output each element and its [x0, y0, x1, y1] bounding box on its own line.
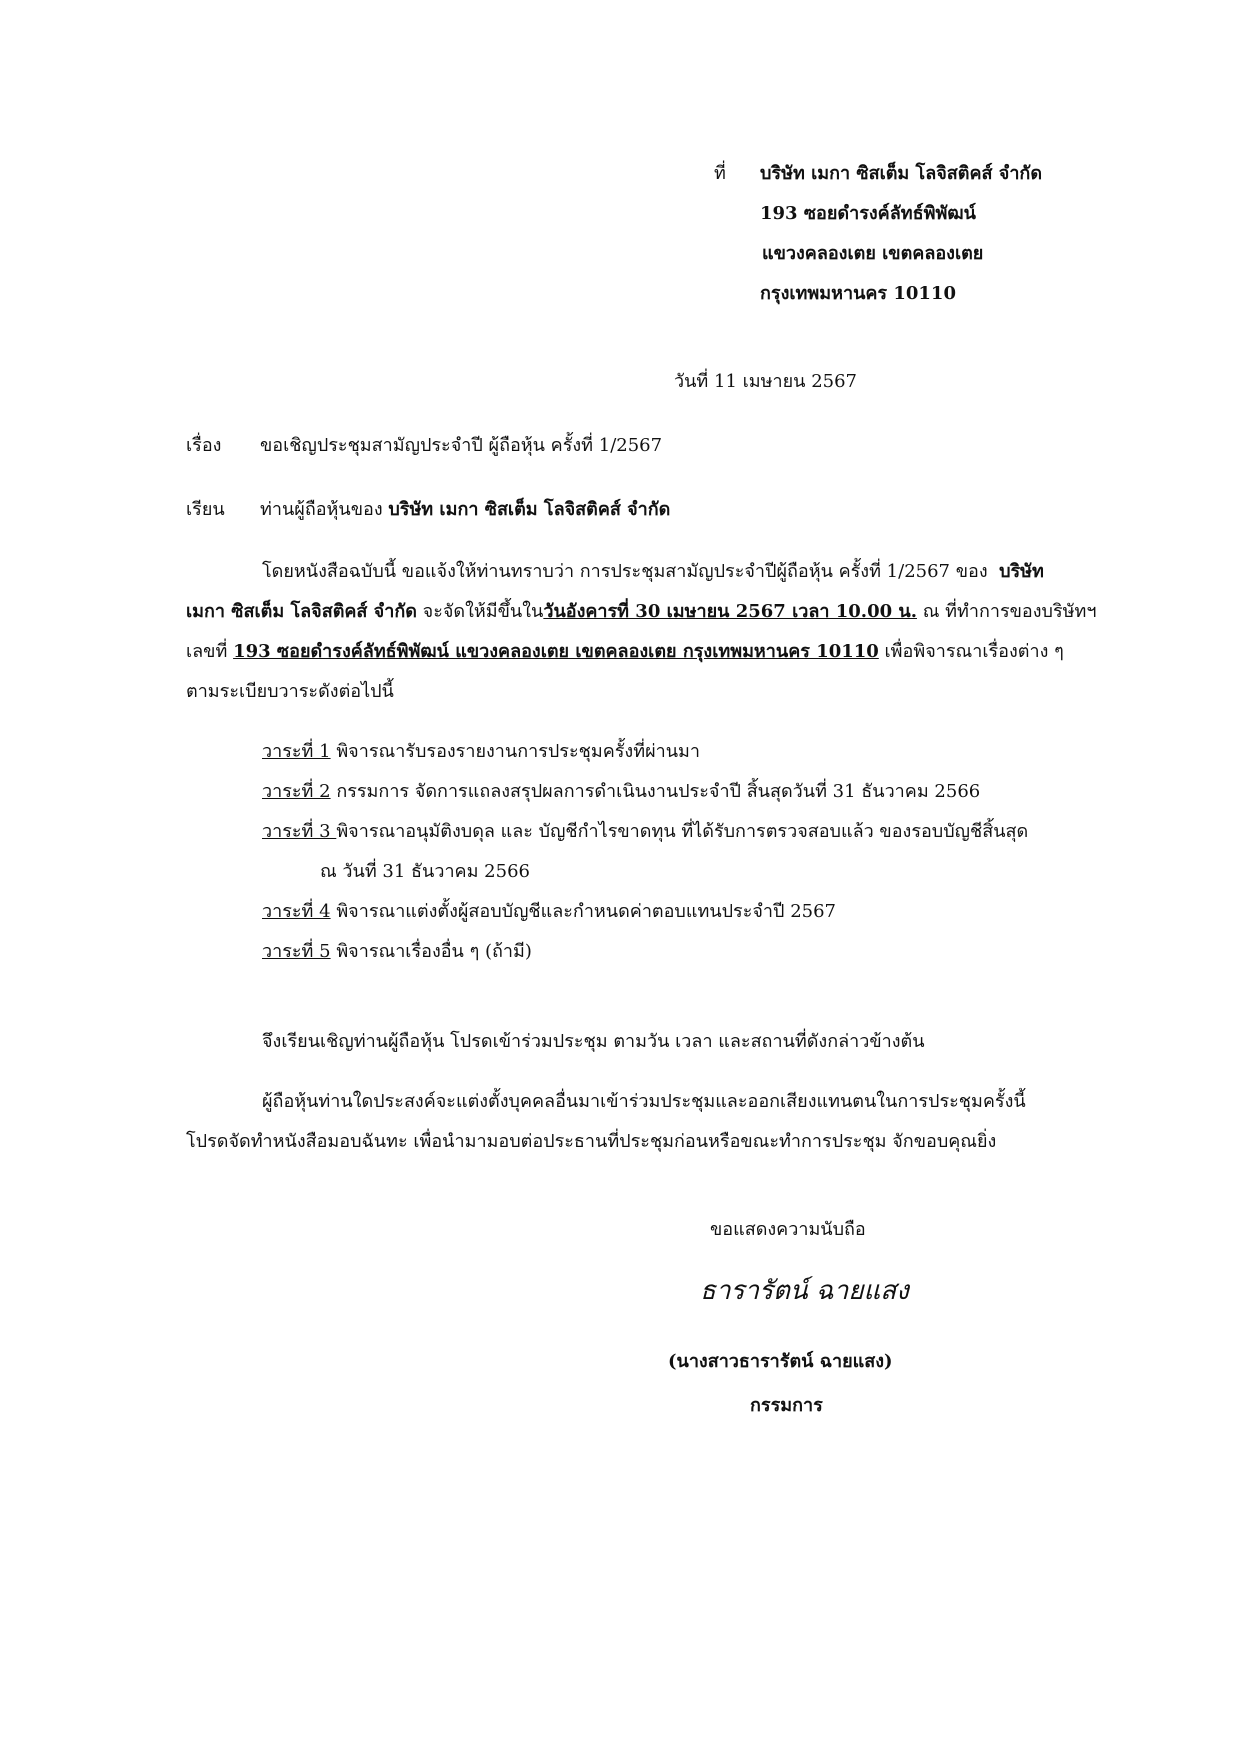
- subject-text: ขอเชิญประชุมสามัญประจำปี ผู้ถือหุ้น ครั้งที่ 1/2567: [260, 435, 663, 456]
- agenda-text: พิจารณาอนุมัติงบดุล และ บัญชีกำไรขาดทุน ที่ได้รับการตรวจสอบแล้ว ของรอบบัญชีสิ้นสุด: [336, 821, 1029, 842]
- body-line-3: [186, 634, 1066, 670]
- body-line-2: [186, 594, 1097, 630]
- signer-title: กรรมการ: [750, 1395, 823, 1416]
- agenda-text: พิจารณาเรื่องอื่น ๆ (ถ้ามี): [330, 941, 532, 962]
- body-line-3a: เลขที่: [186, 641, 234, 662]
- sender-company: บริษัท เมกา ซิสเต็ม โลจิสติคส์ จำกัด: [760, 163, 1043, 184]
- body-line-1b: บริษัท: [999, 561, 1044, 582]
- agenda-item: [262, 734, 700, 770]
- agenda-item-continuation: ณ วันที่ 31 ธันวาคม 2566: [320, 861, 530, 882]
- agenda-text: พิจารณารับรองรายงานการประชุมครั้งที่ผ่านมา: [330, 741, 701, 762]
- body-line-3c: เพื่อพิจารณาเรื่องต่าง ๆ: [878, 641, 1064, 662]
- agenda-item: [262, 774, 980, 810]
- invite-text: จึงเรียนเชิญท่านผู้ถือหุ้น โปรดเข้าร่วมประชุม ตามวัน เวลา และสถานที่ดังกล่าวข้างต้น: [262, 1031, 925, 1052]
- to-text: ท่านผู้ถือหุ้นของ: [260, 499, 383, 520]
- agenda-label: วาระที่ 5: [262, 941, 331, 962]
- agenda-label: วาระที่ 3: [262, 821, 337, 842]
- subject-label: เรื่อง: [186, 435, 222, 456]
- letter-date: วันที่ 11 เมษายน 2567: [674, 371, 857, 392]
- to-label: เรียน: [186, 499, 225, 520]
- agenda-label: วาระที่ 1: [262, 741, 331, 762]
- sender-label: ที่: [714, 163, 726, 184]
- proxy-line-2: โปรดจัดทำหนังสือมอบฉันทะ เพื่อนำมามอบต่อประธานที่ประชุมก่อนหรือขณะทำการประชุม จักขอบคุณยิ่ง: [186, 1131, 997, 1152]
- sender-address-3: กรุงเทพมหานคร 10110: [760, 283, 956, 304]
- agenda-label: วาระที่ 2: [262, 781, 331, 802]
- to-company: บริษัท เมกา ซิสเต็ม โลจิสติคส์ จำกัด: [388, 499, 671, 520]
- agenda-label: วาระที่ 4: [262, 901, 331, 922]
- signer-name: (นางสาวธารารัตน์ ฉายแสง): [668, 1351, 893, 1372]
- agenda-item: [262, 814, 1028, 850]
- body-line-1: [186, 554, 1066, 590]
- agenda-item: [262, 894, 836, 930]
- body-line-4: ตามระเบียบวาระดังต่อไปนี้: [186, 681, 394, 702]
- body-line-2b: จะจัดให้มีขึ้นใน: [416, 601, 544, 622]
- closing-regards: ขอแสดงความนับถือ: [710, 1219, 866, 1240]
- proxy-line-1: ผู้ถือหุ้นท่านใดประสงค์จะแต่งตั้งบุคคลอื่นมาเข้าร่วมประชุมและออกเสียงแทนตนในการประชุมครั้งนี้: [262, 1091, 1026, 1112]
- body-line-2d: ณ ที่ทำการของบริษัทฯ: [916, 601, 1097, 622]
- sender-address-2: แขวงคลองเตย เขตคลองเตย: [762, 243, 984, 264]
- agenda-text: กรรมการ จัดการแถลงสรุปผลการดำเนินงานประจำปี สิ้นสุดวันที่ 31 ธันวาคม 2566: [330, 781, 981, 802]
- meeting-location: 193 ซอยดำรงค์ลัทธ์พิพัฒน์ แขวงคลองเตย เขตคลองเตย กรุงเทพมหานคร 10110: [233, 641, 879, 662]
- meeting-datetime: วันอังคารที่ 30 เมษายน 2567 เวลา 10.00 น.: [543, 601, 917, 622]
- agenda-text: พิจารณาแต่งตั้งผู้สอบบัญชีและกำหนดค่าตอบแทนประจำปี 2567: [330, 901, 836, 922]
- agenda-item: [262, 934, 532, 970]
- to-recipient: [260, 494, 670, 523]
- signature: ธารารัตน์ ฉายแสง: [700, 1276, 909, 1306]
- body-line-2a: เมกา ซิสเต็ม โลจิสติคส์ จำกัด: [186, 601, 417, 622]
- sender-address-1: 193 ซอยดำรงค์ลัทธ์พิพัฒน์: [760, 203, 976, 224]
- body-line-1a: โดยหนังสือฉบับนี้ ขอแจ้งให้ท่านทราบว่า การประชุมสามัญประจำปีผู้ถือหุ้น ครั้งที่ 1/2567 ของ: [262, 561, 988, 582]
